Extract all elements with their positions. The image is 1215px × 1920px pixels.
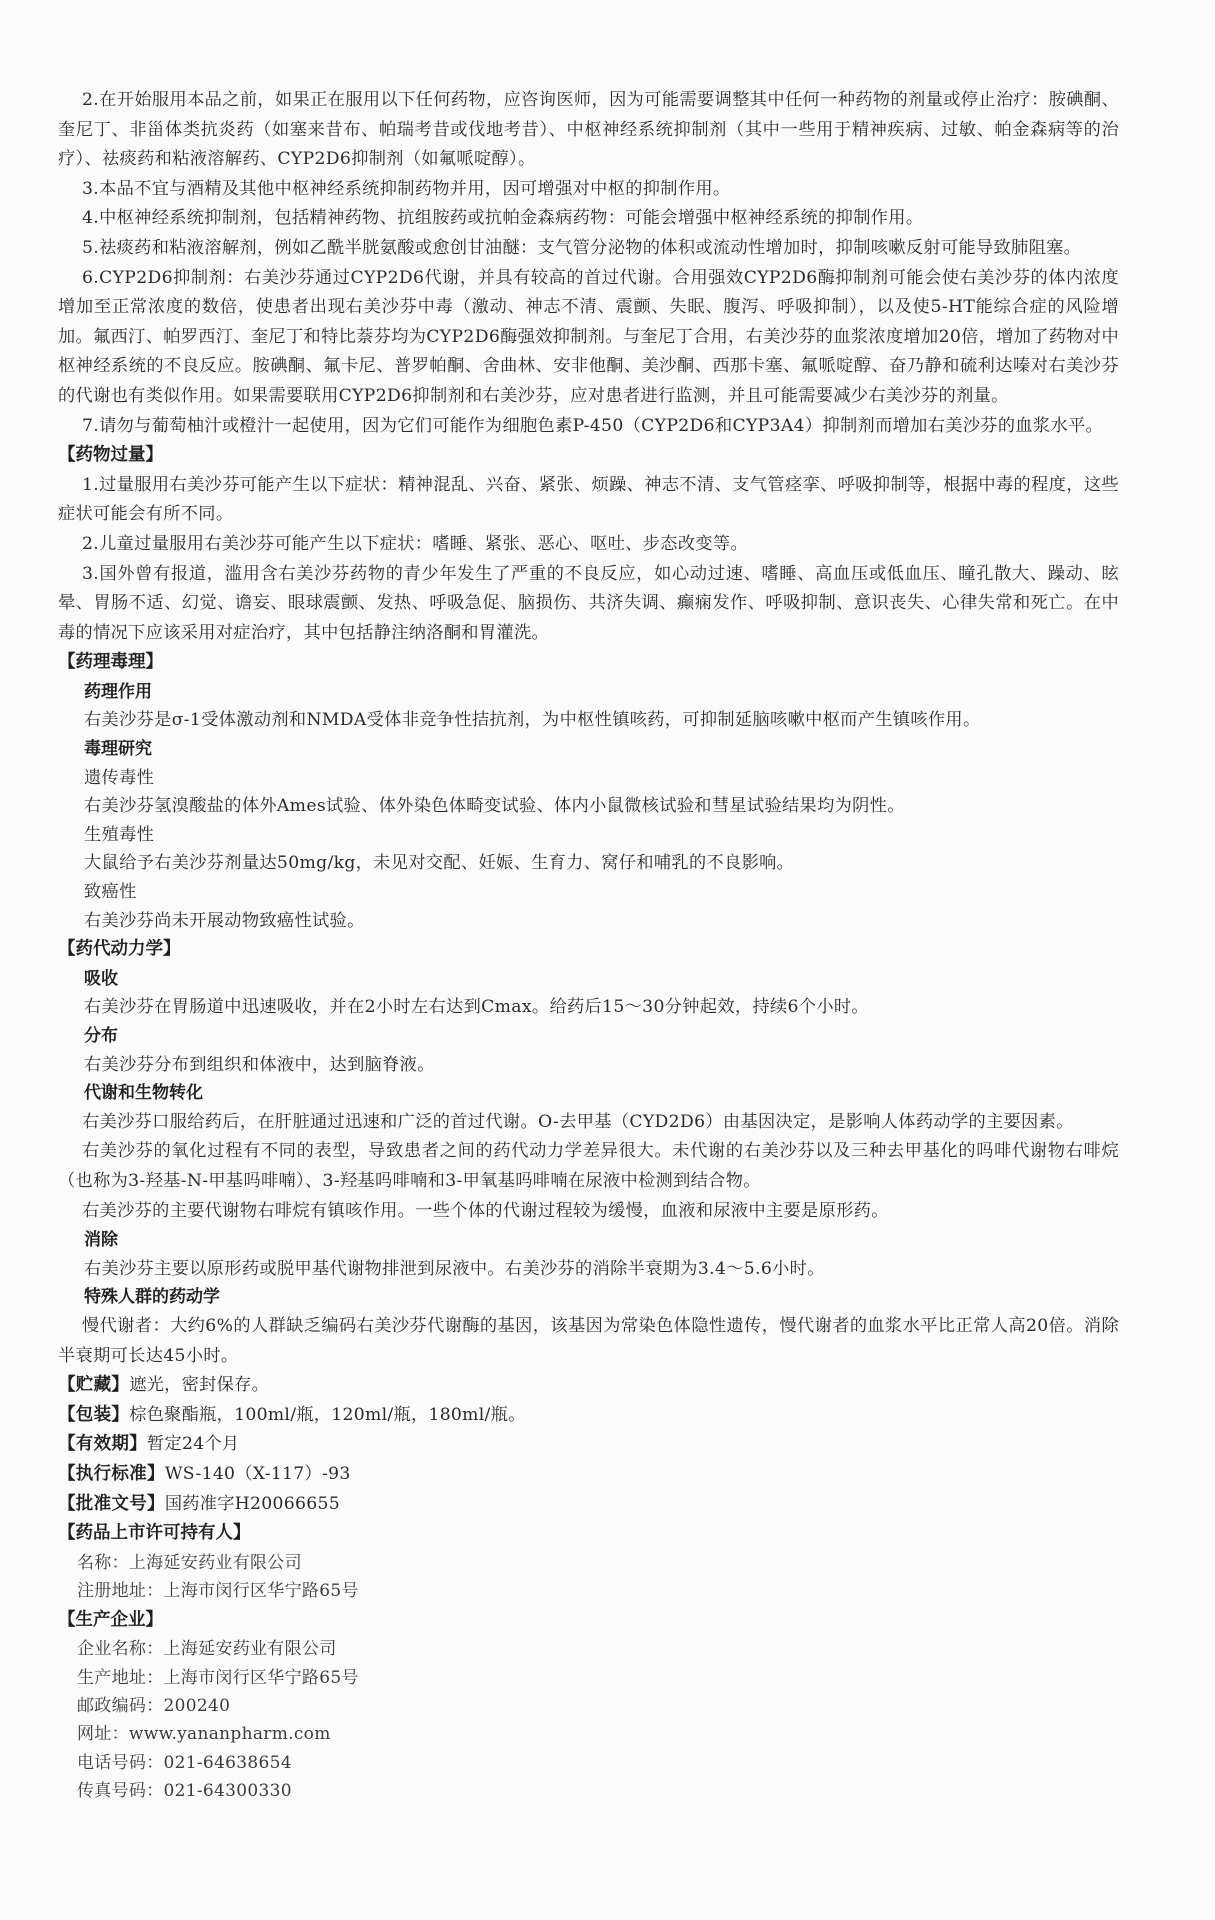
elimination-text: 右美沙芬主要以原形药或脱甲基代谢物排泄到尿液中。右美沙芬的消除半衰期为3.4～5.6小时。 bbox=[84, 1258, 825, 1279]
subheading-elimination: 消除 bbox=[84, 1230, 118, 1251]
manufacturer-phone-label: 电话号码： bbox=[77, 1752, 164, 1773]
manufacturer-address-row bbox=[58, 1664, 1119, 1692]
distribution-text: 右美沙芬分布到组织和体液中，达到脑脊液。 bbox=[84, 1054, 435, 1075]
repro-text: 大鼠给予右美沙芬剂量达50mg/kg，未见对交配、妊娠、生育力、窝仔和哺乳的不良影响。 bbox=[84, 853, 795, 874]
manufacturer-website-value: www.yananpharm.com bbox=[128, 1724, 331, 1745]
mah-name-label: 名称： bbox=[77, 1552, 129, 1573]
mah-name-value: 上海延安药业有限公司 bbox=[128, 1552, 302, 1573]
mah-address-value: 上海市闵行区华宁路65号 bbox=[163, 1581, 359, 1602]
section-heading-pharm-tox: 【药理毒理】 bbox=[58, 652, 163, 673]
manufacturer-fax-label: 传真号码： bbox=[77, 1781, 164, 1802]
approval-row bbox=[58, 1490, 1119, 1520]
subheading-toxicology: 毒理研究 bbox=[84, 739, 152, 760]
storage-row bbox=[58, 1371, 1119, 1401]
precaution-item-6: 6.CYP2D6抑制剂：右美沙芬通过CYP2D6代谢，并具有较高的首过代谢。合用强效CYP2D6酶抑制剂可能会使右美沙芬的体内浓度增加至正常浓度的数倍，使患者出现右美沙芬中毒（激动、神志不清、震颤、失眠、腹泻、呼吸抑制），以及使5-HT能综合症的风险增加。氟西汀、帕罗西汀、奎尼丁和特比萘芬均为CYP2D6酶强效抑制剂。与奎尼丁合用，右美沙芬的血浆浓度增加20倍，增加了药物对中枢神经系统的不良反应。胺碘酮、氟卡尼、普罗帕酮、舍曲林、安非他酮、美沙酮、西那卡塞、氟哌啶醇、奋乃静和硫利达嗪对右美沙芬的代谢也有类似作用。如果需要联用CYP2D6抑制剂和右美沙芬，应对患者进行监测，并且可能需要减少右美沙芬的剂量。 bbox=[58, 267, 1119, 406]
manufacturer-name-value: 上海延安药业有限公司 bbox=[163, 1639, 337, 1660]
precaution-item-3: 3.本品不宜与酒精及其他中枢神经系统抑制药物并用，因可增强对中枢的抑制作用。 bbox=[82, 178, 731, 199]
section-heading-package: 【包装】 bbox=[58, 1404, 130, 1425]
mah-address-label: 注册地址： bbox=[77, 1581, 164, 1602]
manufacturer-address-label: 生产地址： bbox=[77, 1667, 164, 1688]
manufacturer-name-row bbox=[58, 1635, 1119, 1663]
pharmacology-text: 右美沙芬是σ-1受体激动剂和NMDA受体非竞争性拮抗剂，为中枢性镇咳药，可抑制延脑咳嗽中枢而产生镇咳作用。 bbox=[84, 710, 981, 731]
carcino-title: 致癌性 bbox=[84, 882, 137, 903]
package-text: 棕色聚酯瓶，100ml/瓶，120ml/瓶，180ml/瓶。 bbox=[129, 1404, 526, 1425]
validity-row bbox=[58, 1430, 1119, 1460]
section-heading-storage: 【贮藏】 bbox=[58, 1375, 130, 1396]
subheading-special-populations: 特殊人群的药动学 bbox=[84, 1287, 220, 1308]
subheading-absorption: 吸收 bbox=[84, 968, 118, 989]
manufacturer-address-value: 上海市闵行区华宁路65号 bbox=[163, 1667, 359, 1688]
precaution-item-7: 7.请勿与葡萄柚汁或橙汁一起使用，因为它们可能作为细胞色素P-450（CYP2D6和CYP3A4）抑制剂而增加右美沙芬的血浆水平。 bbox=[82, 415, 1104, 436]
approval-text: 国药准字H20066655 bbox=[164, 1493, 340, 1514]
overdose-item-1: 1.过量服用右美沙芬可能产生以下症状：精神混乱、兴奋、紧张、烦躁、神志不清、支气管痉挛、呼吸抑制等，根据中毒的程度，这些症状可能会有所不同。 bbox=[58, 474, 1119, 525]
metabolism-para-3: 右美沙芬的主要代谢物右啡烷有镇咳作用。一些个体的代谢过程较为缓慢，血液和尿液中主要是原形药。 bbox=[82, 1200, 889, 1221]
validity-text: 暂定24个月 bbox=[147, 1434, 240, 1455]
manufacturer-website-label: 网址： bbox=[77, 1724, 129, 1745]
overdose-item-2: 2.儿童过量服用右美沙芬可能产生以下症状：嗜睡、紧张、恶心、呕吐、步态改变等。 bbox=[82, 533, 748, 554]
section-heading-manufacturer: 【生产企业】 bbox=[58, 1609, 163, 1630]
precaution-item-4: 4.中枢神经系统抑制剂，包括精神药物、抗组胺药或抗帕金森病药物：可能会增强中枢神经系统的抑制作用。 bbox=[82, 208, 924, 229]
special-populations-text: 慢代谢者：大约6%的人群缺乏编码右美沙芬代谢酶的基因，该基因为常染色体隐性遗传，慢代谢者的血浆水平比正常人高20倍。消除半衰期可长达45小时。 bbox=[58, 1315, 1119, 1366]
subheading-pharmacology: 药理作用 bbox=[84, 681, 152, 702]
metabolism-para-2: 右美沙芬的氧化过程有不同的表型，导致患者之间的药代动力学差异很大。未代谢的右美沙芬以及三种去甲基化的吗啡代谢物右啡烷（也称为3-羟基-N-甲基吗啡喃）、3-羟基吗啡喃和3-甲氧基吗啡喃在尿液中检测到结合物。 bbox=[58, 1141, 1119, 1191]
absorption-text: 右美沙芬在胃肠道中迅速吸收，并在2小时左右达到Cmax。给药后15～30分钟起效，持续6个小时。 bbox=[84, 997, 869, 1018]
manufacturer-name-label: 企业名称： bbox=[77, 1639, 164, 1660]
manufacturer-fax-row bbox=[58, 1777, 1119, 1805]
repro-title: 生殖毒性 bbox=[84, 824, 155, 845]
mah-name-row bbox=[58, 1549, 1119, 1577]
standard-text: WS-140（X-117）-93 bbox=[164, 1463, 351, 1484]
carcino-text: 右美沙芬尚未开展动物致癌性试验。 bbox=[84, 910, 365, 931]
manufacturer-website-row bbox=[58, 1720, 1119, 1748]
section-heading-overdose: 【药物过量】 bbox=[58, 445, 163, 466]
manufacturer-postcode-value: 200240 bbox=[163, 1695, 231, 1716]
section-heading-pk: 【药代动力学】 bbox=[58, 939, 181, 960]
section-heading-validity: 【有效期】 bbox=[58, 1434, 147, 1455]
section-heading-mah: 【药品上市许可持有人】 bbox=[58, 1523, 251, 1544]
metabolism-para-1: 右美沙芬口服给药后，在肝脏通过迅速和广泛的首过代谢。O-去甲基（CYD2D6）由基因决定，是影响人体药动学的主要因素。 bbox=[82, 1111, 1074, 1132]
subheading-metabolism: 代谢和生物转化 bbox=[84, 1083, 203, 1104]
precaution-item-5: 5.祛痰药和粘液溶解剂，例如乙酰半胱氨酸或愈创甘油醚：支气管分泌物的体积或流动性增加时，抑制咳嗽反射可能导致肺阻塞。 bbox=[82, 237, 1082, 258]
manufacturer-postcode-row bbox=[58, 1692, 1119, 1720]
overdose-item-3: 3.国外曾有报道，滥用含右美沙芬药物的青少年发生了严重的不良反应，如心动过速、嗜睡、高血压或低血压、瞳孔散大、躁动、眩晕、胃肠不适、幻觉、谵妄、眼球震颤、发热、呼吸急促、脑损伤、共济失调、癫痫发作、呼吸抑制、意识丧失、心律失常和死亡。在中毒的情况下应该采用对症治疗，其中包括静注纳洛酮和胃灌洗。 bbox=[58, 563, 1119, 643]
standard-row bbox=[58, 1460, 1119, 1490]
manufacturer-phone-value: 021-64638654 bbox=[163, 1752, 292, 1773]
package-row bbox=[58, 1401, 1119, 1431]
manufacturer-postcode-label: 邮政编码： bbox=[77, 1695, 164, 1716]
section-heading-approval: 【批准文号】 bbox=[58, 1493, 165, 1514]
precaution-item-2: 2.在开始服用本品之前，如果正在服用以下任何药物，应咨询医师，因为可能需要调整其中任何一种药物的剂量或停止治疗：胺碘酮、奎尼丁、非甾体类抗炎药（如塞来昔布、帕瑞考昔或伐地考昔）、中枢神经系统抑制剂（其中一些用于精神疾病、过敏、帕金森病等的治疗）、祛痰药和粘液溶解药、CYP2D6抑制剂（如氟哌啶醇）。 bbox=[58, 90, 1119, 170]
genotox-text: 右美沙芬氢溴酸盐的体外Ames试验、体外染色体畸变试验、体内小鼠微核试验和彗星试验结果均为阴性。 bbox=[84, 796, 905, 817]
subheading-distribution: 分布 bbox=[84, 1026, 118, 1046]
manufacturer-fax-value: 021-64300330 bbox=[163, 1781, 292, 1802]
section-heading-standard: 【执行标准】 bbox=[58, 1463, 165, 1484]
genotox-title: 遗传毒性 bbox=[84, 767, 155, 788]
mah-address-row bbox=[58, 1577, 1119, 1605]
storage-text: 遮光，密封保存。 bbox=[129, 1375, 270, 1396]
manufacturer-phone-row bbox=[58, 1749, 1119, 1777]
